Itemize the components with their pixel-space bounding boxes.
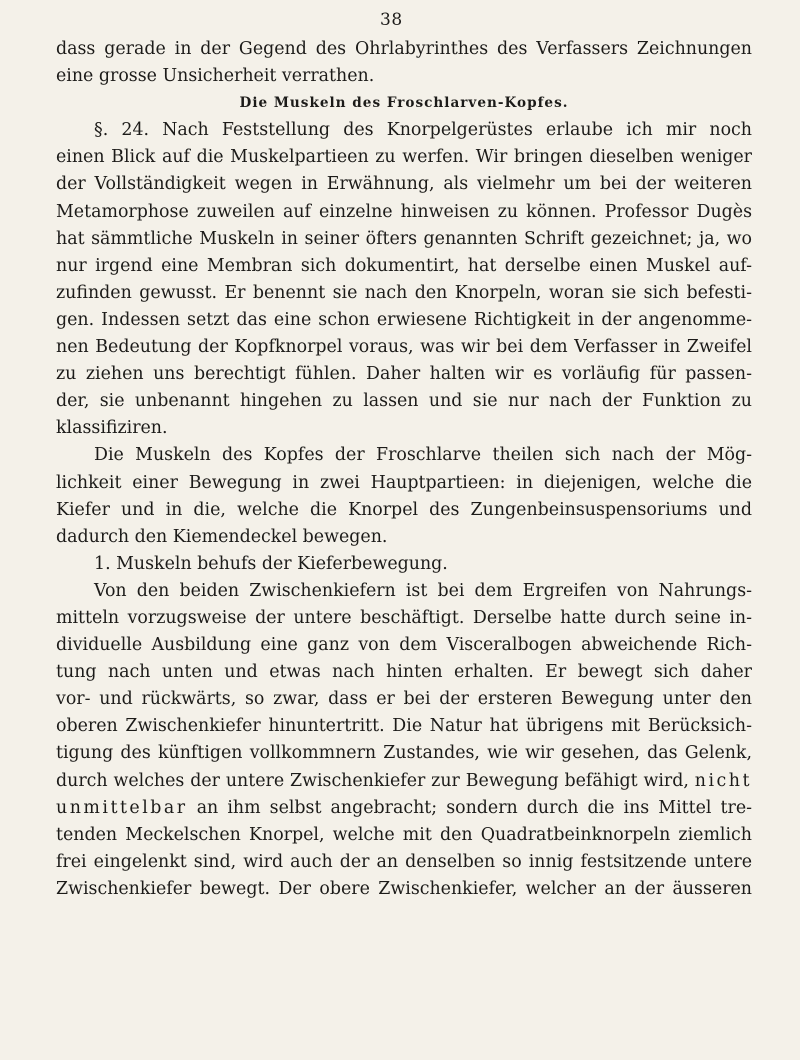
text-line: mitteln vorzugsweise der untere beschäftigt. Derselbe hatte durch seine in- [56,607,752,628]
page-number: 38 [380,10,403,30]
text-line: hat sämmtliche Muskeln in seiner öfters genannten Schrift gezeichnet; ja, wo [56,228,752,249]
section-heading: Die Muskeln des Froschlarven-Kopfes. [239,95,569,112]
text-line: nur irgend eine Membran sich dokumentirt, hat derselbe einen Muskel auf- [56,255,752,276]
text-line: frei eingelenkt sind, wird auch der an denselben so innig festsitzende untere [56,851,752,872]
text-line: Zwischenkiefer bewegt. Der obere Zwischenkiefer, welcher an der äusseren [56,878,752,899]
emphasis-text: unmittelbar [56,797,188,818]
text-line: gen. Indessen setzt das eine schon erwiesene Richtigkeit in der angenomme- [56,309,752,330]
text-line: zu ziehen uns berechtigt fühlen. Daher halten wir es vorläufig für passen- [56,364,752,385]
text-line: zufinden gewusst. Er benennt sie nach den Knorpeln, woran sie sich befesti- [56,282,752,303]
text-line: tung nach unten und etwas nach hinten erhalten. Er bewegt sich daher [56,662,752,683]
text-line: der Vollständigkeit wegen in Erwähnung, als vielmehr um bei der weiteren [56,174,752,195]
text-fragment: durch welches der untere Zwischenkiefer zur Bewegung befähigt wird, [56,770,689,791]
text-line: Die Muskeln des Kopfes der Froschlarve theilen sich nach der Mög- [94,445,752,466]
text-line: tenden Meckelschen Knorpel, welche mit den Quadratbeinknorpeln ziemlich [56,824,752,845]
text-line: §. 24. Nach Feststellung des Knorpelgerüstes erlaube ich mir noch [94,120,752,141]
text-line: Kiefer und in die, welche die Knorpel des Zungenbeinsuspensoriums und [56,499,752,520]
text-line: vor- und rückwärts, so zwar, dass er bei der ersteren Bewegung unter den [56,689,752,710]
body-text [56,36,752,903]
text-line: tigung des künftigen vollkommnern Zustandes, wie wir gesehen, das Gelenk, [56,743,752,764]
text-line: lichkeit einer Bewegung in zwei Hauptpartieen: in diejenigen, welche die [56,472,752,493]
subsection-heading: 1. Muskeln behufs der Kieferbewegung. [94,553,448,574]
text-line: nen Bedeutung der Kopfknorpel voraus, was wir bei dem Verfasser in Zweifel [56,337,752,358]
text-line [56,795,752,822]
text-line: oberen Zwischenkiefer hinuntertritt. Die Natur hat übrigens mit Berücksich- [56,716,752,737]
text-line: der, sie unbenannt hingehen zu lassen und sie nur nach der Funktion zu [56,391,752,412]
text-line: Metamorphose zuweilen auf einzelne hinweisen zu können. Professor Dugès [56,201,752,222]
text-line: klassifiziren. [56,418,168,439]
text-line: Von den beiden Zwischenkiefern ist bei dem Ergreifen von Nahrungs- [94,580,752,601]
text-line: dass gerade in der Gegend des Ohrlabyrinthes des Verfassers Zeichnungen [56,39,752,59]
emphasis-text: nicht [694,770,752,791]
text-fragment: an ihm selbst angebracht; sondern durch die ins Mittel tre- [196,797,753,818]
text-line: dadurch den Kiemendeckel bewegen. [56,526,388,547]
text-line: einen Blick auf die Muskelpartieen zu werfen. Wir bringen dieselben weniger [56,147,752,168]
text-line: dividuelle Ausbildung eine ganz von dem Visceralbogen abweichende Rich- [56,635,752,656]
text-line: eine grosse Unsicherheit verrathen. [56,66,375,87]
text-line [56,768,752,795]
